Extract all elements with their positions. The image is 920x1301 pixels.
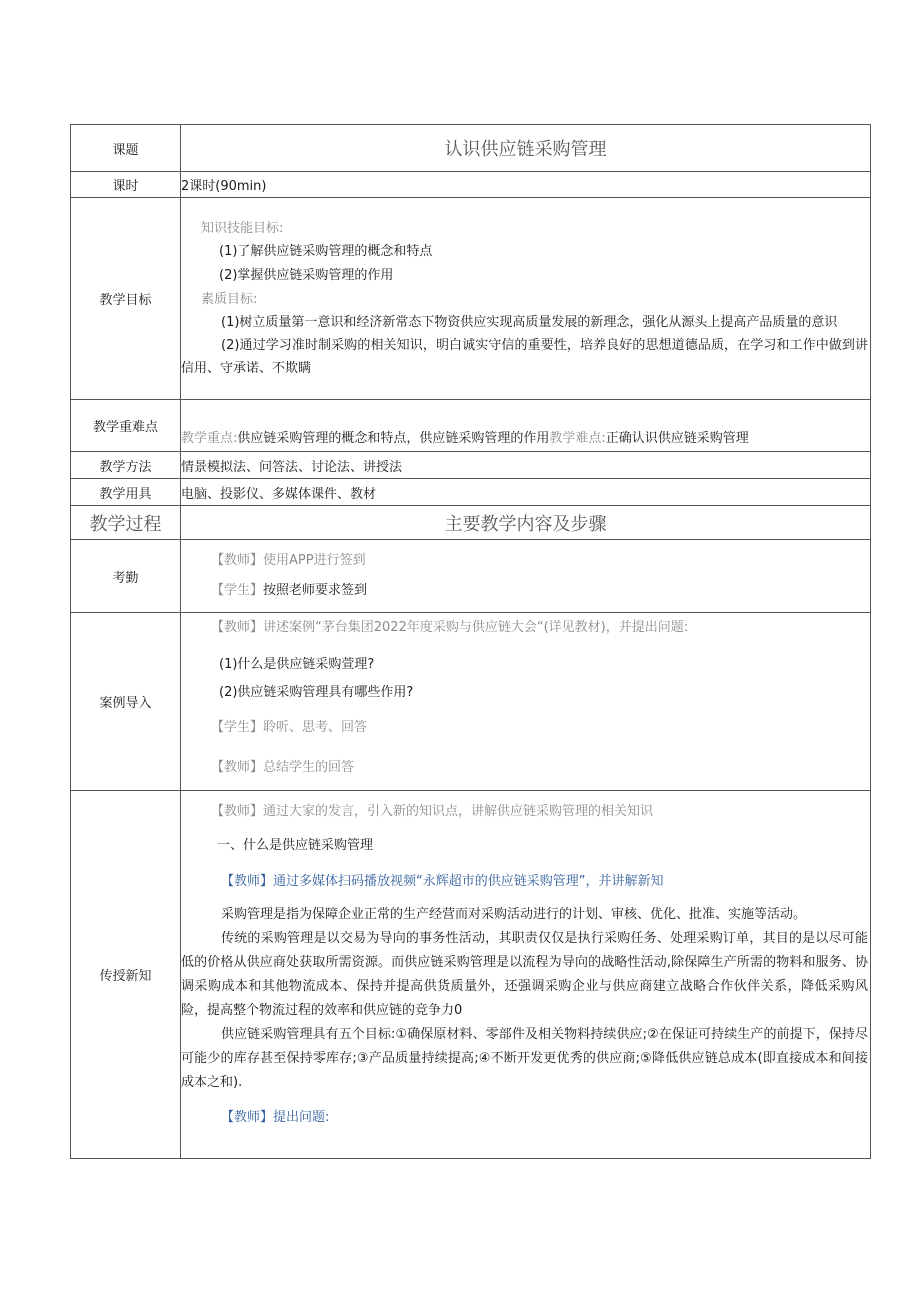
focus-text: 供应链采购管理的概念和特点，供应链采购管理的作用 (237, 431, 550, 446)
topic-label: 课题 (71, 125, 181, 172)
process-label: 教学过程 (71, 506, 181, 540)
hours-label: 课时 (71, 172, 181, 198)
ask-tag: 【教师】 (221, 1110, 274, 1125)
focus-title: 教学重点: (181, 431, 238, 446)
teacher-tag: 【教师】 (211, 620, 264, 635)
teach-teacher (181, 799, 870, 825)
row-topic (71, 125, 871, 172)
quality-title: 素质目标: (201, 292, 258, 307)
case-student (211, 715, 870, 741)
teacher-text: 使用APP进行签到 (263, 553, 366, 568)
teacher-text: 讲述案例“茅台集团2022年度采购与供应链大会“(详见教材)，并提出问题: (263, 620, 689, 635)
case-teacher (211, 617, 870, 639)
lesson-plan-table (70, 124, 871, 1159)
row-methods (71, 452, 871, 479)
teacher-tag: 【教师】 (211, 804, 264, 819)
teach-ask (181, 1105, 870, 1131)
teach-video (181, 869, 870, 895)
student-tag: 【学生】 (211, 583, 264, 598)
hours-value: 2课时(90min) (181, 172, 871, 198)
quality-item: (1)树立质量第一意识和经济新常态下物资供应实现高质量发展的新理念，强化从源头上提高产品质量的意识 (221, 315, 838, 330)
row-tools (71, 479, 871, 506)
paragraph-3: 供应链采购管理具有五个目标:①确保原材料、零部件及相关物料持续供应;②在保证可持续生产的前提下，保持尽可能少的库存甚至保持零库存;③产品质量持续提高;④不断开发更优秀的供应商;⑤降低供应链总成本(即直接成本和间接成本之和). (181, 1027, 868, 1090)
knowledge-item: (1)了解供应链采购管理的概念和特点 (219, 244, 433, 259)
case-content (181, 613, 871, 791)
process-value: 主要教学内容及步骤 (181, 506, 871, 540)
case-teacher-summary (211, 755, 870, 781)
methods-value: 情景模拟法、问答法、讨论法、讲授法 (181, 452, 871, 479)
quality-item: (2)通过学习准时制采购的相关知识，明白诚实守信的重要性，培养良好的思想道德品质，在学习和工作中做到讲信用、守承诺、不欺瞒 (181, 338, 868, 376)
case-label: 案例导入 (71, 613, 181, 791)
row-teach (71, 791, 871, 1159)
teacher-text: 通过大家的发言，引入新的知识点，讲解供应链采购管理的相关知识 (263, 804, 654, 819)
paragraph-1: 采购管理是指为保障企业正常的生产经营而对采购活动进行的计划、审核、优化、批准、实施等活动。 (221, 907, 807, 922)
paragraph-2: 传统的采购管理是以交易为导向的事务性活动，其职责仅仅是执行采购任务、处理采购订单，其目的是以尽可能低的价格从供应商处获取所需资源。而供应链采购管理是以流程为导向的战略性活动,除保障生产所需的物料和服务、协调采购成本和其他物流成本、保持并提高供货质量外，还强调采购企业与供应商建立战略合作伙伴关系，降低采购风险，提高整个物流过程的效率和供应链的竞争力0 (181, 931, 868, 1018)
row-process (71, 506, 871, 540)
attendance-teacher (211, 546, 870, 576)
keypoints-content (181, 400, 871, 452)
ask-text: 提出问题: (273, 1110, 330, 1125)
difficulty-title: 教学难点: (549, 431, 606, 446)
difficulty-text: 正确认识供应链采购管理 (605, 431, 749, 446)
row-hours (71, 172, 871, 198)
case-question-1: (1)什么是供应链采购萱理? (219, 657, 375, 672)
teacher-tag: 【教师】 (211, 760, 264, 775)
row-keypoints (71, 400, 871, 452)
goals-label: 教学目标 (71, 198, 181, 400)
topic-value: 认识供应链采购管理 (181, 125, 871, 172)
methods-label: 教学方法 (71, 452, 181, 479)
row-goals (71, 198, 871, 400)
student-text: 聆听、思考、回答 (263, 720, 368, 735)
attendance-content (181, 540, 871, 613)
teacher-text: 总结学生的回答 (263, 760, 355, 775)
knowledge-title: 知识技能目标: (201, 221, 284, 236)
case-question-2: (2)供应链采购管理具有哪些作用? (219, 685, 414, 700)
row-attendance (71, 540, 871, 613)
row-case (71, 613, 871, 791)
keypoints-label: 教学重难点 (71, 400, 181, 452)
tools-label: 教学用具 (71, 479, 181, 506)
student-tag: 【学生】 (211, 720, 264, 735)
teacher-tag: 【教师】 (211, 553, 264, 568)
tools-value: 电脑、投影仪、多媒体课件、教材 (181, 479, 871, 506)
video-tag: 【教师】 (221, 874, 274, 889)
student-text: 按照老师要求签到 (263, 583, 368, 598)
teach-label: 传授新知 (71, 791, 181, 1159)
section-title: 一、什么是供应链采购管理 (217, 838, 374, 853)
attendance-label: 考勤 (71, 540, 181, 613)
video-text: 通过多媒体扫码播放视频“永辉超市的供应链采购管理”，并讲解新知 (273, 874, 664, 889)
knowledge-item: (2)掌握供应链采购管理的作用 (219, 268, 394, 283)
goals-content (181, 198, 871, 400)
attendance-student (211, 576, 870, 606)
teach-content (181, 791, 871, 1159)
